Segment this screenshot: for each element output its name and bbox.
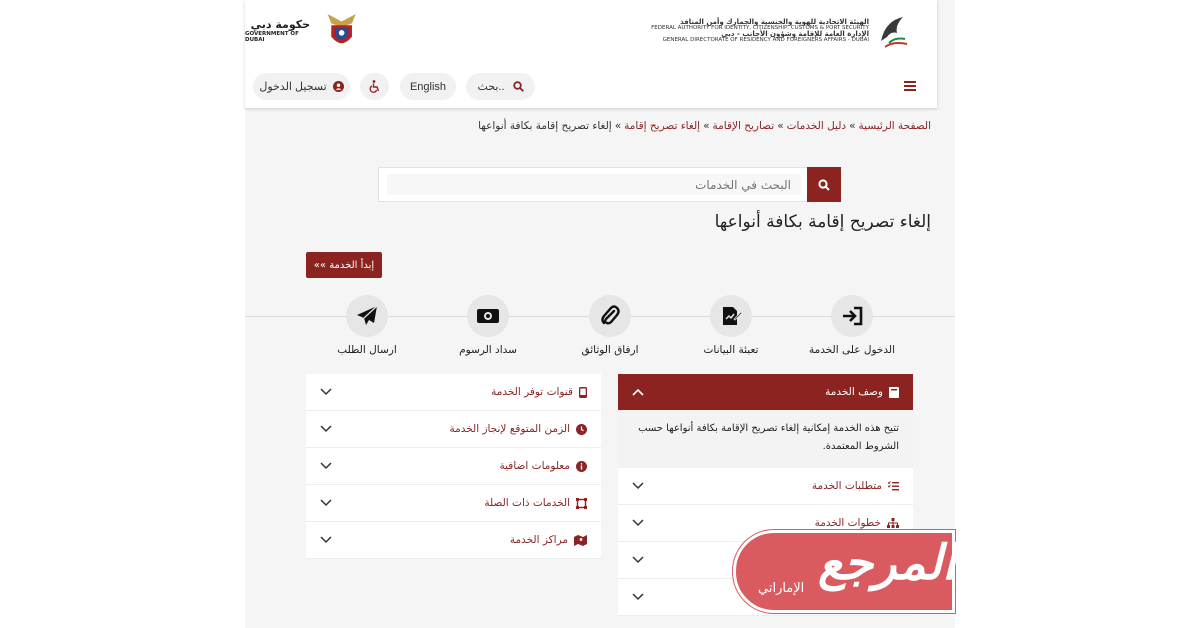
step-send-request: [312, 295, 422, 356]
accordion-service-info: [306, 374, 601, 559]
chevron-down-icon: [320, 388, 332, 396]
accordion-item-additional-info[interactable]: [306, 448, 601, 485]
accessibility-button[interactable]: [360, 73, 389, 100]
wheelchair-icon: [368, 80, 381, 93]
accordion-item-label: مراكز الخدمة: [509, 534, 568, 546]
breadcrumb-residency-permits[interactable]: تصاريح الإقامة: [712, 120, 775, 132]
chevron-down-icon: [320, 499, 332, 507]
header-search-label: بحث..: [477, 81, 505, 93]
login-label: تسجيل الدخول: [259, 81, 327, 93]
gdrfa-line-4: GENERAL DIRECTORATE OF RESIDENCY AND FOREIGNERS AFFAIRS - DUBAI: [662, 37, 869, 43]
accordion-item-expected-time[interactable]: [306, 411, 601, 448]
checklist-icon: [888, 481, 899, 491]
step-label: سداد الرسوم: [459, 344, 517, 356]
form-edit-icon: [720, 305, 742, 327]
chevron-down-icon: [320, 425, 332, 433]
clock-icon: [576, 424, 587, 435]
breadcrumb-services-guide[interactable]: دليل الخدمات: [786, 120, 847, 132]
breadcrumb: [478, 120, 931, 132]
hamburger-menu-icon[interactable]: [899, 76, 921, 96]
accordion-item-channels[interactable]: [306, 374, 601, 411]
money-icon: [476, 308, 500, 324]
accordion-item-label: الزمن المتوقع لإنجاز الخدمة: [449, 423, 570, 435]
start-service-button[interactable]: إبدأ الخدمة »»: [306, 252, 382, 278]
language-label: English: [409, 80, 447, 93]
breadcrumb-separator: »: [849, 120, 856, 132]
accordion-item-label: الخدمات ذات الصلة: [484, 497, 570, 509]
gdrfa-line-3: الإدارة العامة للإقامة وشؤون الأجانب - دبي: [721, 30, 869, 38]
chevron-down-icon: [632, 556, 644, 564]
breadcrumb-separator: »: [703, 120, 710, 132]
chevron-down-icon: [632, 519, 644, 527]
breadcrumb-current: إلغاء تصريح إقامة بكافة أنواعها: [478, 120, 612, 132]
accordion-header-description[interactable]: [618, 374, 913, 410]
chevron-down-icon: [320, 462, 332, 470]
page-title: إلغاء تصريح إقامة بكافة أنواعها: [714, 212, 931, 232]
header-bar: [245, 0, 937, 108]
gdrfa-line-1: الهيئة الاتحادية للهوية والجنسية والجمارك وأمن المنافذ: [680, 17, 869, 26]
breadcrumb-home[interactable]: الصفحة الرئيسية: [858, 120, 931, 132]
breadcrumb-separator: »: [777, 120, 784, 132]
accordion-item-service-centers[interactable]: [306, 522, 601, 559]
header-search-button[interactable]: [466, 73, 535, 100]
step-label: ارفاق الوثائق: [581, 344, 639, 356]
accordion-item-requirements[interactable]: [618, 468, 913, 505]
info-icon: [576, 461, 587, 472]
accordion-body-description: تتيح هذه الخدمة إمكانية إلغاء تصريح الإقامة بكافة أنواعها حسب الشروط المعتمدة.: [618, 410, 913, 468]
dubai-logo-english: GOVERNMENT OF DUBAI: [245, 30, 299, 43]
chevron-up-icon: [632, 388, 644, 396]
mobile-icon: [579, 387, 587, 398]
language-toggle-button[interactable]: [400, 73, 456, 100]
send-icon: [356, 305, 378, 327]
watermark-subtitle: الإماراتي: [758, 581, 805, 596]
accordion-item-label: معلومات اضافية: [499, 460, 570, 472]
dubai-government-logo[interactable]: [245, 6, 363, 54]
service-search-bar: [378, 167, 841, 202]
gdrfa-falcon-icon: [875, 11, 913, 51]
chevron-down-icon: [320, 536, 332, 544]
login-button[interactable]: [253, 73, 350, 100]
service-search-button[interactable]: [807, 167, 841, 202]
watermark-brand: المرجع: [818, 535, 956, 591]
dubai-logo-arabic: حكومة دبي: [250, 17, 311, 31]
accordion-item-label: متطلبات الخدمة: [811, 480, 882, 492]
step-label: الدخول على الخدمة: [809, 344, 895, 356]
paperclip-icon: [600, 305, 620, 327]
search-icon: [818, 179, 830, 191]
gdrfa-line-2: FEDERAL AUTHORITY FOR IDENTITY, CITIZENSHIP, CUSTOMS & PORT SECURITY: [651, 24, 869, 31]
breadcrumb-separator: »: [614, 120, 622, 132]
map-icon: [574, 535, 587, 546]
accordion-item-related-services[interactable]: [306, 485, 601, 522]
step-label: ارسال الطلب: [337, 344, 397, 356]
accordion-item-label: خطوات الخدمة: [814, 517, 881, 529]
sign-in-icon: [841, 306, 863, 326]
link-frame-icon: [576, 498, 587, 509]
breadcrumb-cancel-permit[interactable]: إلغاء تصريح إقامة: [624, 120, 701, 132]
step-fill-data: [676, 295, 786, 356]
step-attach-docs: [555, 295, 665, 356]
chevron-down-icon: [632, 593, 644, 601]
watermark-logo: [733, 530, 955, 613]
accordion-title: وصف الخدمة: [825, 386, 883, 398]
chevron-down-icon: [632, 482, 644, 490]
user-circle-icon: [333, 81, 344, 92]
service-search-input[interactable]: [387, 174, 801, 195]
accordion-item-label: قنوات توفر الخدمة: [491, 386, 573, 398]
step-pay-fees: [433, 295, 543, 356]
sitemap-icon: [887, 518, 899, 528]
book-icon: [889, 387, 899, 398]
dubai-emblem-icon: [320, 7, 363, 53]
search-icon: [513, 81, 524, 92]
gdrfa-logo[interactable]: [623, 10, 913, 52]
step-label: تعبئة البيانات: [703, 344, 759, 356]
step-sign-in: [797, 295, 907, 356]
